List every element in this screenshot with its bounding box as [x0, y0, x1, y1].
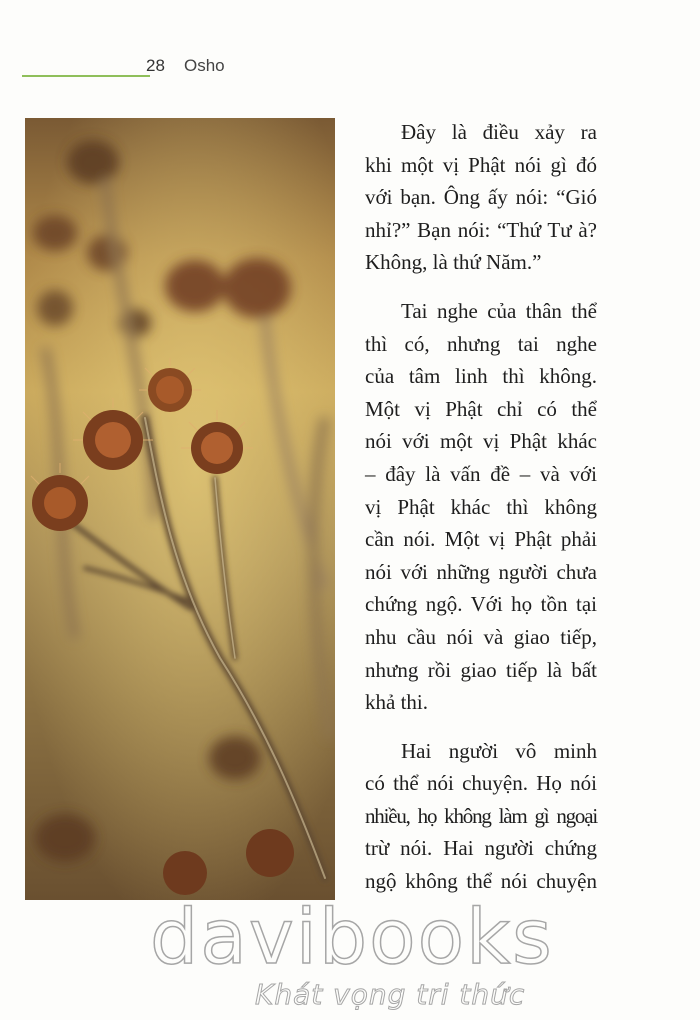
text-line: – đây là vấn đề – và với — [365, 461, 597, 486]
running-head-author: Osho — [184, 56, 225, 75]
text-line: trừ nói. Hai người chứng — [365, 836, 597, 861]
text-line: Không, là thứ Năm.” — [365, 250, 542, 275]
text-line: nhỉ?” Bạn nói: “Thứ Tư à? — [365, 217, 597, 242]
text-line: Tai nghe của thân thể — [401, 298, 597, 323]
body-text — [365, 116, 597, 914]
text-line: nhưng rồi giao tiếp là bất — [365, 657, 597, 682]
paragraph — [365, 735, 597, 898]
page-number: 28 — [146, 56, 165, 75]
text-line: nói với một vị Phật khác — [365, 429, 597, 454]
watermark-brand: davibooks — [150, 892, 554, 981]
text-line: có thể nói chuyện. Họ nói — [365, 771, 597, 796]
text-line: cần nói. Một vị Phật phải — [365, 527, 597, 552]
text-line: khi một vị Phật nói gì đó — [365, 152, 597, 177]
text-line: ngộ không thể nói chuyện — [365, 869, 597, 894]
text-line: khả thi. — [365, 690, 428, 715]
text-line: vị Phật khác thì không — [365, 494, 597, 519]
text-line: Đây là điều xảy ra — [401, 120, 597, 144]
text-line: nhu cầu nói và giao tiếp, — [365, 624, 597, 649]
text-line: nhiều, họ không làm gì ngoại — [365, 803, 597, 828]
header-rule — [22, 75, 150, 77]
paragraph — [365, 116, 597, 279]
text-line: Một vị Phật chỉ có thể — [365, 396, 597, 421]
text-line: chứng ngộ. Với họ tồn tại — [365, 592, 597, 617]
text-line: Hai người vô minh — [401, 738, 597, 763]
watermark-slogan: Khát vọng tri thức — [255, 978, 526, 1011]
text-line: với bạn. Ông ấy nói: “Gió — [365, 185, 597, 210]
text-line: thì có, nhưng tai nghe — [365, 331, 597, 356]
text-line: của tâm linh thì không. — [365, 364, 597, 389]
paragraph — [365, 295, 597, 719]
text-line: nói với những người chưa — [365, 559, 597, 584]
thistle-photo — [25, 118, 335, 900]
page-header — [22, 52, 322, 82]
